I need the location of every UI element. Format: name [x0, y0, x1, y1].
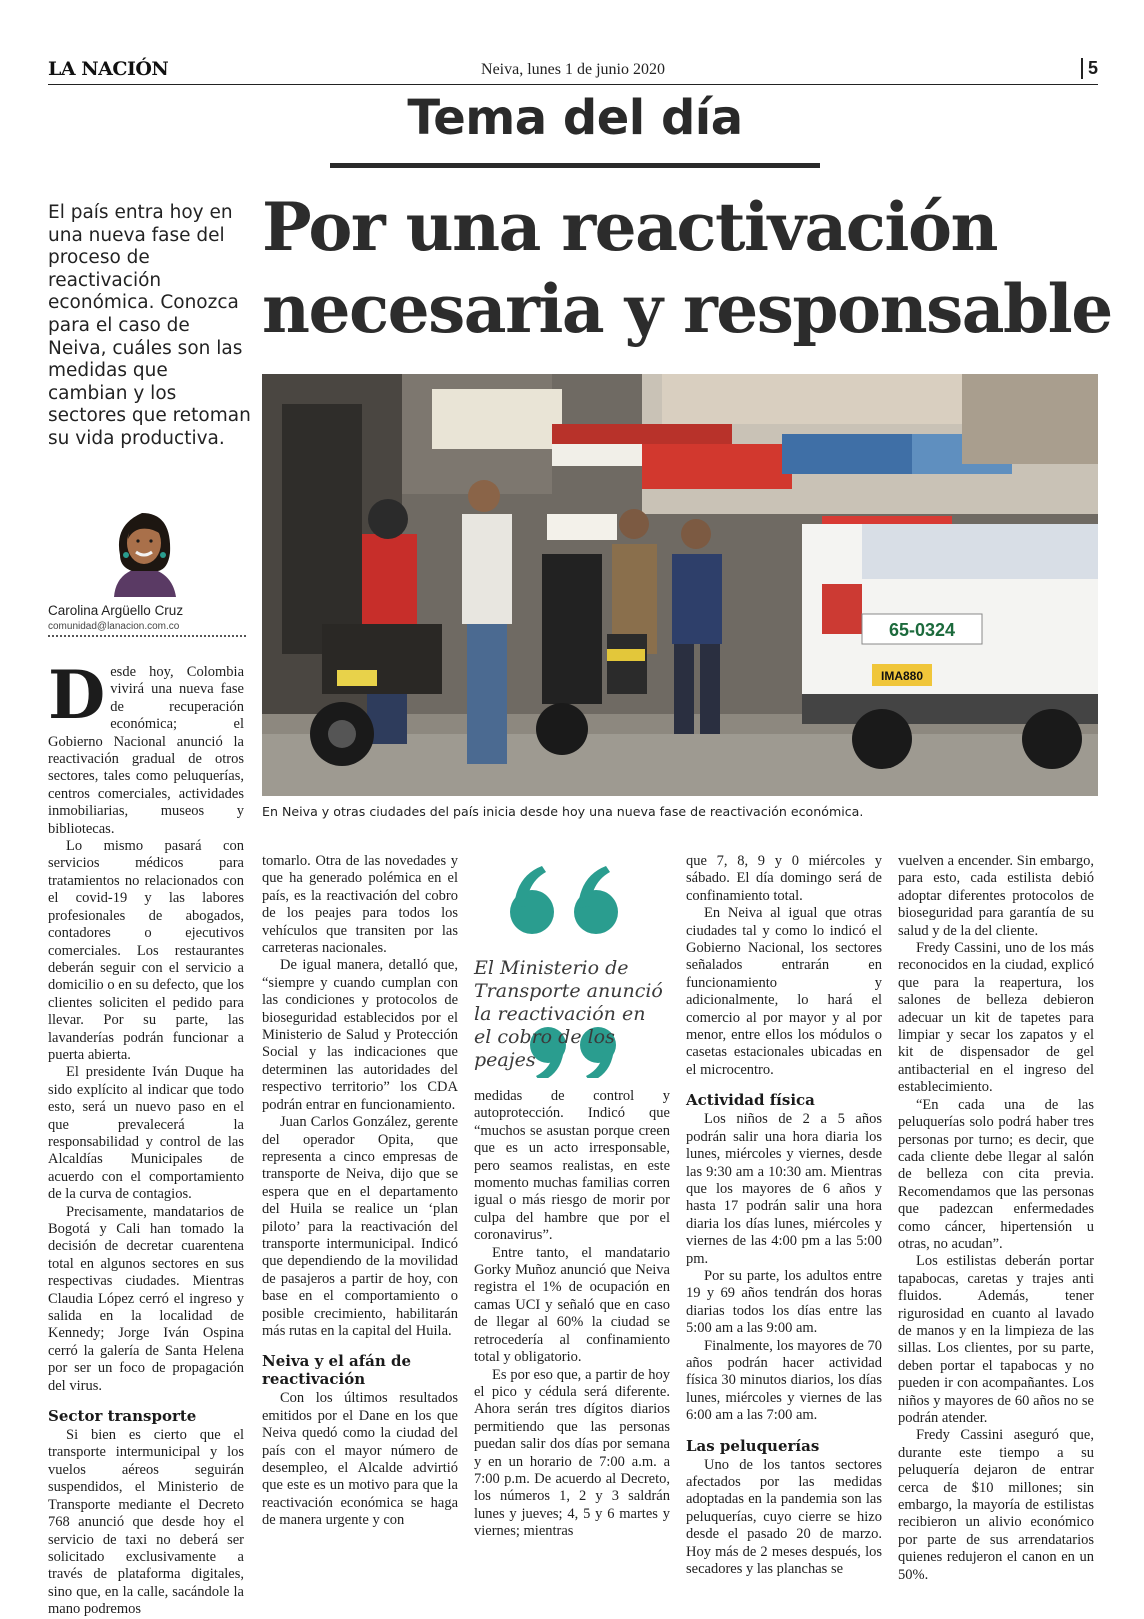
paragraph: Finalmente, los mayores de 70 años podrán hacer actividad física 30 minutos diarios, los días lunes, miércoles y viernes de las 6:00 am a las 7:00 am. — [686, 1337, 882, 1424]
paragraph: Precisamente, mandatarios de Bogotá y Cali han tomado la decisión de decretar cuarentena total en algunos sectores en sus respectivas ciudades. Mientras Claudia López cerró el ingreso y salida en la localidad de Kennedy; Jorge Iván Ospina cerró la galería de Santa Helena por ser un foco de propagación del virus. — [48, 1203, 244, 1394]
subheading-peluquerias: Las peluquerías — [686, 1436, 820, 1455]
author-name: Carolina Argüello Cruz — [48, 603, 184, 618]
section-title: Tema del día — [407, 90, 743, 146]
paragraph: medidas de control y autoprotección. Indicó que “muchos se asustan porque creen que es un acto irresponsable, pero seamos realistas, en este momento muchas familias corren igual o más riesgo de morir por culpa del hambre que por el coronavirus”. — [474, 1088, 670, 1244]
paragraph: Desde hoy, Colombia vivirá una nueva fase de recuperación económica; el Gobierno Nacional anunció la reactivación gradual de otros sectores, tales como peluquerías, centros comerciales, actividades inmobiliarias, museos y bibliotecas. — [48, 656, 244, 837]
article-column-1 — [48, 656, 244, 1619]
headline-line-1: Por una reactivación — [262, 188, 997, 266]
author-divider — [48, 635, 246, 637]
paragraph: Por su parte, los adultos entre 19 y 69 años tendrán dos horas diarias todos los días entre las 5:00 am a las 9:00 am. — [686, 1267, 882, 1337]
paragraph: Uno de los tantos sectores afectados por las medidas adoptadas en la pandemia son las peluquerías, cuyo cierre se hizo desde el pasado 20 de marzo. Hoy más de 2 meses después, los secadores y las planchas se — [686, 1456, 882, 1578]
headline-line-2: necesaria y responsable — [262, 270, 1112, 348]
author-avatar — [106, 505, 182, 597]
subheading-neiva: Neiva y el afán de reactivación — [262, 1352, 412, 1389]
paragraph: Los estilistas deberán portar tapabocas, caretas y trajes anti fluidos. Además, tener rigurosidad en cuanto al lavado de manos y en la limpieza de las sillas. Los clientes, por su parte, deben portar el tapabocas y no pueden ir con acompañantes. Los niños y mayores de 60 años no se podrán atender. — [898, 1253, 1094, 1426]
masthead — [48, 58, 1098, 85]
sign-motos — [642, 444, 792, 489]
paragraph: Es por eso que, a partir de hoy el pico y cédula será diferente. Ahora serán tres dígitos diarios permitiendo que las personas puedan salir dos días por semana y en un horario de 7:00 a.m. a 7:00 p.m. De acuerdo al Decreto, los números 1, 2 y 3 saldrán lunes y jueves; 4, 5 y 6 martes y viernes; mientras — [474, 1366, 670, 1540]
paragraph: que 7, 8, 9 y 0 miércoles y sábado. El día domingo será de confinamiento total. — [686, 853, 882, 904]
pull-quote-text: El Ministerio de Transporte anunció la reactivación en el cobro de los peajes — [474, 957, 663, 1071]
paragraph: Con los últimos resultados emitidos por el Dane en los que Neiva quedó como la ciudad del país con el mayor número de desempleo, el Alcalde advirtió que este es un motivo para que la reactivación económica se haga de manera urgente y con — [262, 1390, 458, 1529]
paragraph: En Neiva al igual que otras ciudades tal y como lo indicó el Gobierno Nacional, los sectores señalados entrarán en funcionamiento y adicionalmente, lo hará el comercio al por mayor y al por menor, entre ellos los módulos o casetas estacionales ubicadas en el microcentro. — [686, 905, 882, 1078]
subheading-actividad-fisica: Actividad física — [686, 1091, 815, 1110]
page-number: 5 — [1081, 58, 1098, 79]
article-column-5 — [898, 853, 1094, 1584]
paragraph: “En cada una de las peluquerías solo podrá haber tres personas por turno; es decir, que cada cliente debe llegar al salón de belleza con cita previa. Recomendamos que las personas que padezcan enfermedades como cáncer, hipertensión u otras, no acudan”. — [898, 1096, 1094, 1252]
vehicle-number: 65-0324 — [888, 620, 956, 640]
author-email: comunidad@lanacion.com.co — [48, 621, 180, 632]
section-rule — [330, 163, 820, 168]
newspaper-logo: LA NACIÓN — [48, 58, 169, 80]
article-column-4 — [686, 853, 882, 1578]
paragraph: El presidente Iván Duque ha sido explícito al indicar que todo esto, será un nuevo paso en el que prevalecerá la responsabilidad y control de las Alcaldías Municipales de acuerdo con el comportamiento de la curva de contagios. — [48, 1064, 244, 1203]
drop-cap: D — [48, 656, 106, 734]
paragraph: Fredy Cassini, uno de los más reconocidos en la ciudad, explicó que para la reapertura, los salones de belleza debieron adecuar un kit de tapetes para limpiar y secar los zapatos y el kit de dispensador de gel antibacterial en el ingreso del establecimiento. — [898, 940, 1094, 1096]
intro-text: El país entra hoy en una nueva fase del proceso de reactivación económica. Conozca para el caso de Neiva, cuáles son las medidas que cambian y los sectores que retoman su vida productiva. — [48, 202, 251, 449]
open-quote-icon — [510, 866, 618, 934]
sign-cascos — [432, 389, 562, 449]
truck-plate: IMA880 — [880, 669, 924, 683]
article-column-3 — [474, 1088, 670, 1541]
main-photo — [262, 374, 1098, 796]
sign-tapizamos — [547, 514, 617, 540]
headline — [262, 186, 1112, 350]
paragraph: Si bien es cierto que el transporte intermunicipal y los vuelos aéreos seguirán suspendidos, el Ministerio de Transporte mediante el Decreto 768 anunció que desde hoy el servicio de taxi no deberá ser solicitado exclusivamente a través de plataforma digitales, sino que, en la calle, sacándole la mano podremos — [48, 1427, 244, 1618]
paragraph: Lo mismo pasará con servicios médicos para tratamientos no relacionados con el covid-19 y las labores profesionales de abogados, contadores o ejecutivos comerciales. Los restaurantes deberán seguir con el servicio a domicilio o en su defecto, que los clientes soliciten el pedido para llevar. Por su parte, las lavanderías podrán funcionar a puerta abierta. — [48, 838, 244, 1063]
paragraph: vuelven a encender. Sin embargo, para esto, cada estilista debió adoptar diferentes protocolos de bioseguridad para garantía de su salud y de la del cliente. — [898, 853, 1094, 939]
paragraph: De igual manera, detalló que, “siempre y cuando cumplan con las condiciones y protocolos de bioseguridad establecidos por el Ministerio de Salud y Protección Social y las indicaciones que determinen las autoridades del respectivo territorio” los CDA podrán entrar en funcionamiento. — [262, 957, 458, 1113]
paragraph: Entre tanto, el mandatario Gorky Muñoz anunció que Neiva registra el 1% de ocupación en camas UCI y señaló que en caso de llegar al 60% la ciudad se retrocedería al confinamiento total y obligatorio. — [474, 1244, 670, 1366]
paragraph: Juan Carlos González, gerente del operador Opita, que representa a cinco empresas de transporte de Neiva, dijo que se espera que en el departamento del Huila se realice un ‘plan piloto’ para la reactivación del transporte intermunicipal. Indicó que dependiendo de la movilidad de pasajeros a partir de hoy, con base en el comportamiento o posible crecimiento, habilitarán más rutas en la capital del Huila. — [262, 1114, 458, 1339]
paragraph: Fredy Cassini aseguró que, durante este tiempo a su peluquería dejaron de entrar cerca de $10 millones; sin embargo, la mayoría de estilistas recibieron un alivio económico por parte de sus arrendatarios quienes redujeron el canon en un 50%. — [898, 1427, 1094, 1583]
article-column-2 — [262, 853, 458, 1530]
photo-caption: En Neiva y otras ciudades del país inicia desde hoy una nueva fase de reactivación económica. — [262, 804, 864, 819]
dateline: Neiva, lunes 1 de junio 2020 — [481, 61, 665, 78]
paragraph: Los niños de 2 a 5 años podrán salir una hora diaria los lunes, miércoles y viernes, desde las 9:30 am a 10:30 am. Mientras que los mayores de 6 años y hasta 17 podrán salir una hora diaria los días lunes, miércoles y viernes de las 4:00 pm a las 5:00 pm. — [686, 1111, 882, 1267]
paragraph: tomarlo. Otra de las novedades y que ha generado polémica en el país, es la reactivación del cobro de los peajes para todos los vehículos que transiten por las carreteras nacionales. — [262, 853, 458, 957]
subheading-sector-transporte: Sector transporte — [48, 1407, 197, 1426]
